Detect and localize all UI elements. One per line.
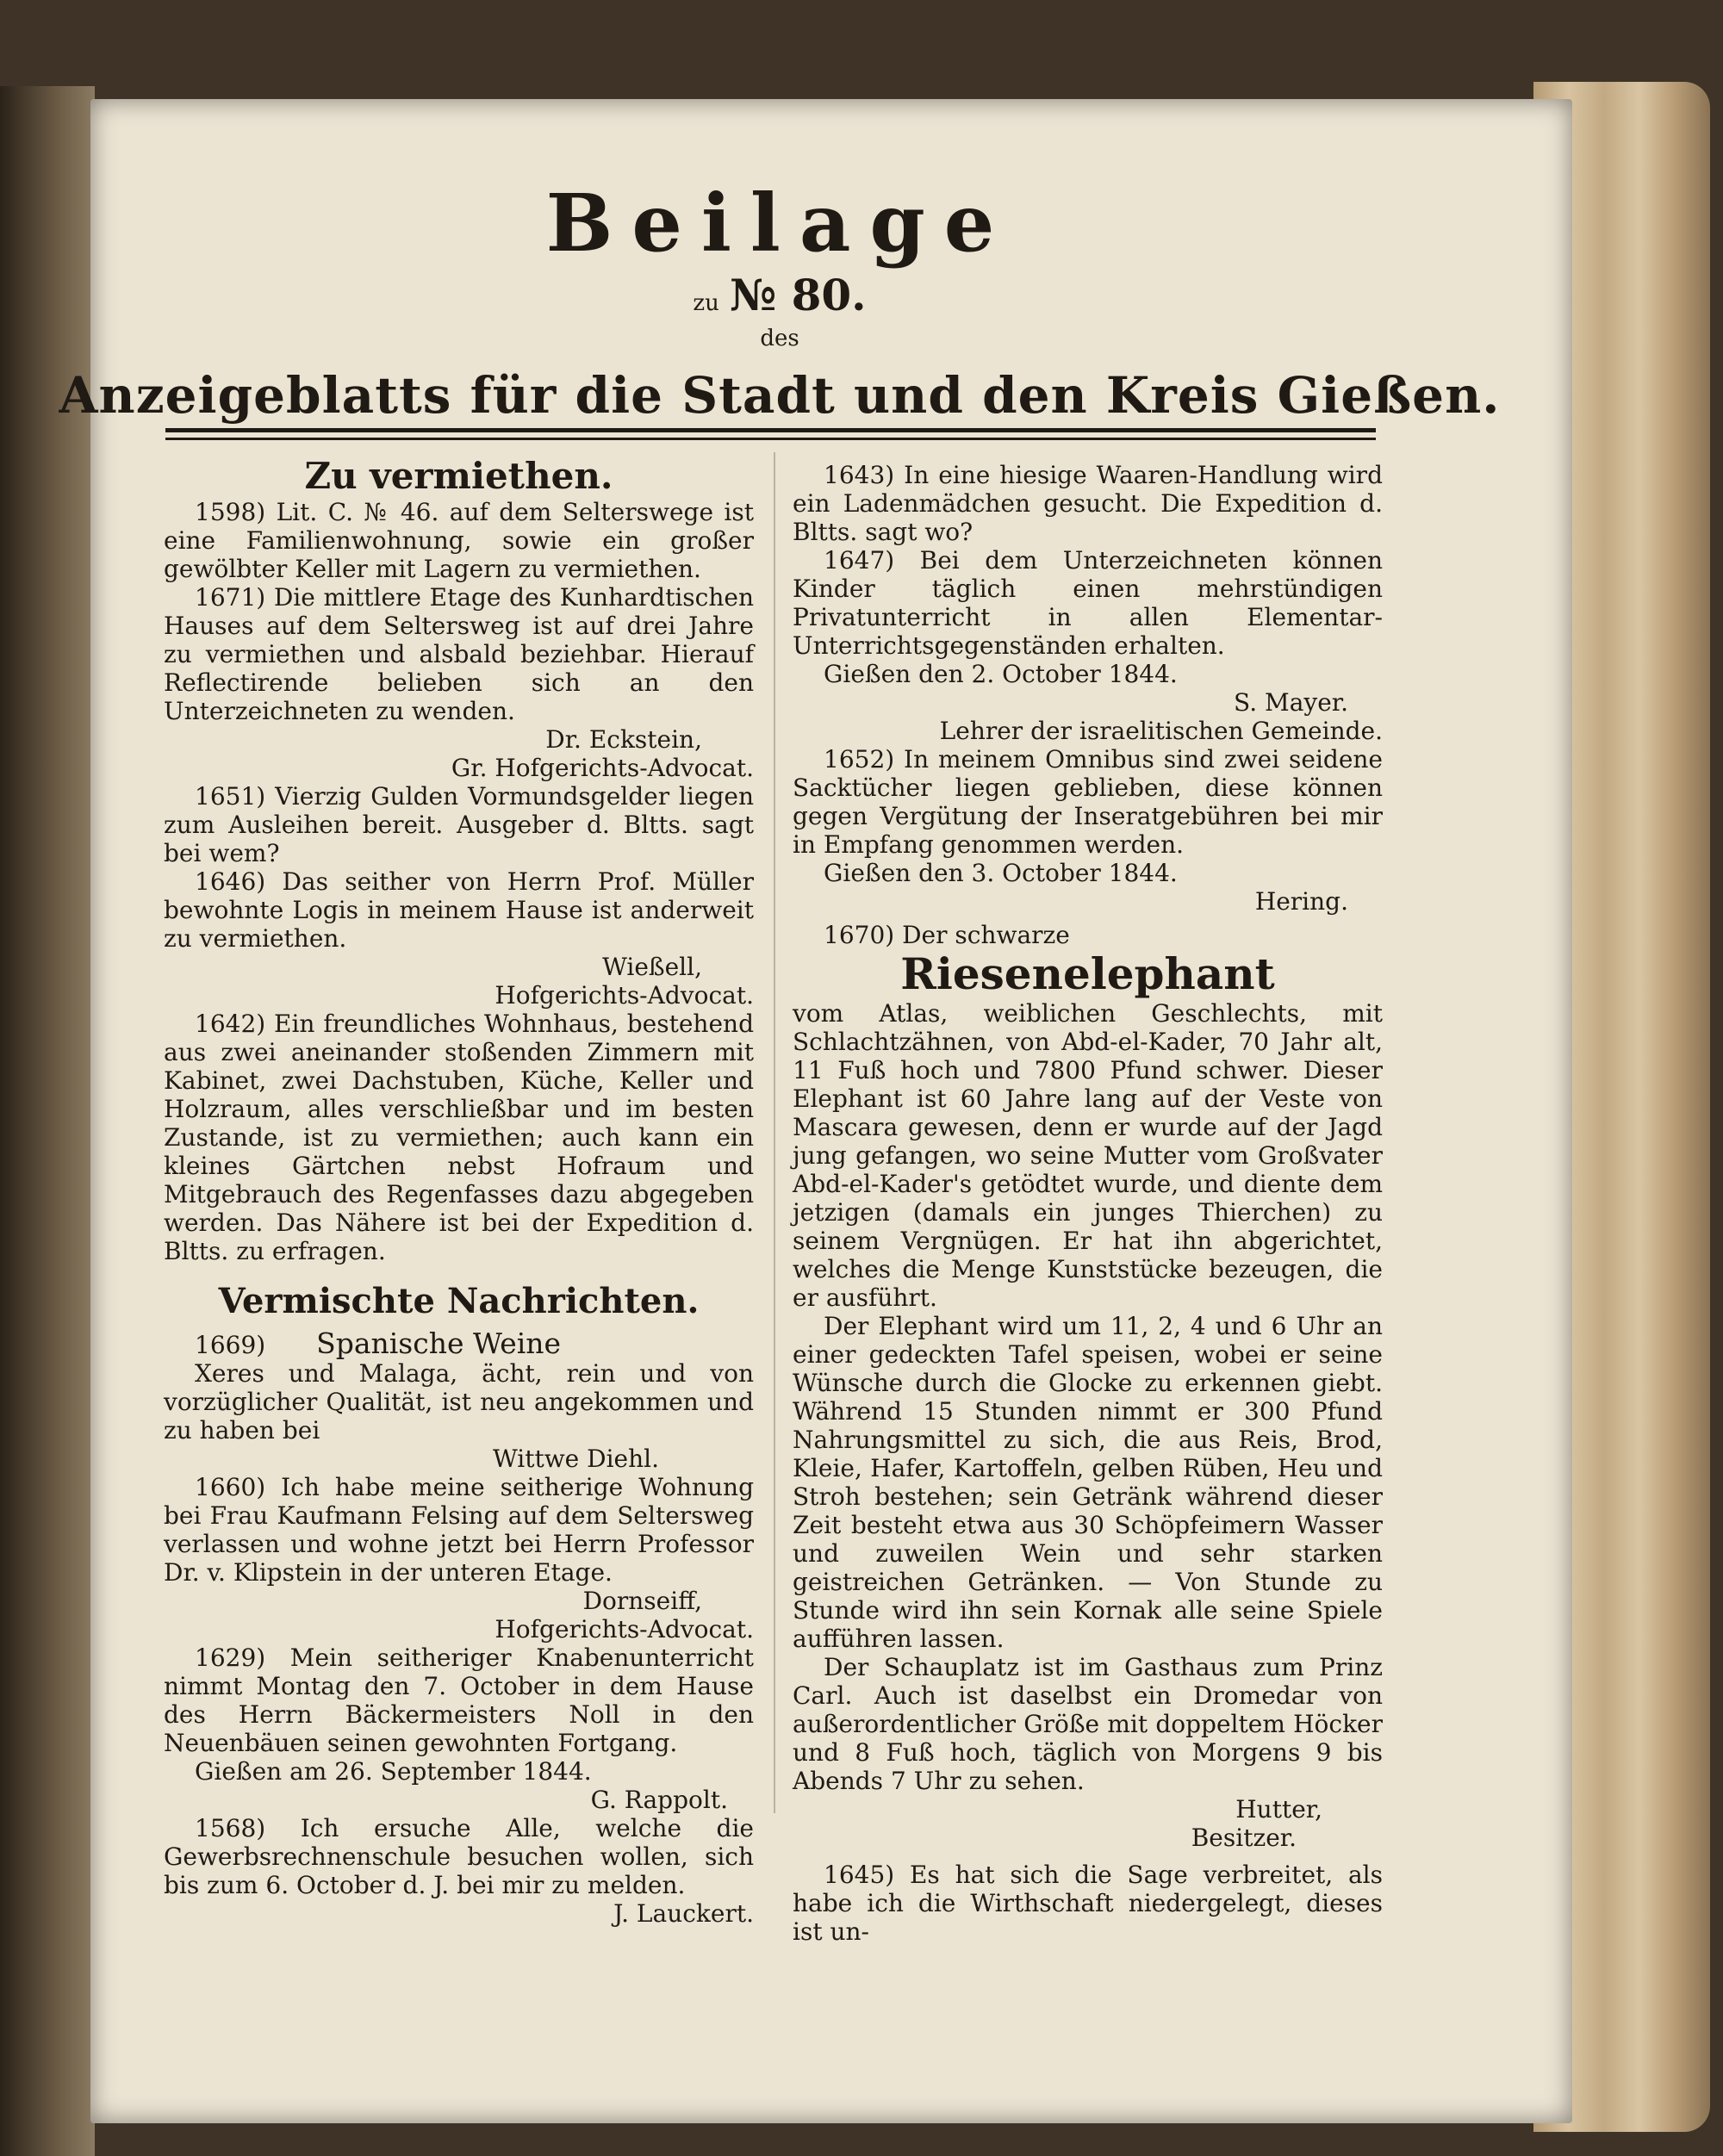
ad-1670-paragraph-2: Der Elephant wird um 11, 2, 4 und 6 Uhr an einer gedeckten Tafel speisen, wobei er seine Wünsche durch die Glocke zu erkennen giebt. Während 15 Stunden nimmt er 300 Pfund Nahrungsmittel zu sich, die aus Reis, Brod, Kleie, Hafer, Kartoffeln, gelben Rüben, Heu und Stroh bestehen; sein Getränk während dieser Zeit besteht etwa aus 30 Schöpfeimern Wasser und zuweilen Wein und sehr starken geistreichen Getränken. — Von Stunde zu Stunde wird ihn sein Kornak alle seine Spiele aufführen lassen. — [793, 1312, 1383, 1653]
ad-1669-header — [164, 1329, 754, 1359]
ad-1669-heading: Spanische Weine — [316, 1327, 562, 1360]
section-heading-vermiethen: Zu vermiethen. — [304, 455, 613, 497]
ad-1669-number: 1669) — [195, 1331, 266, 1359]
ad-1568-signature: J. Lauckert. — [613, 1899, 754, 1928]
issue-number: № 80. — [729, 270, 867, 320]
ad-1646: 1646) Das seither von Herrn Prof. Müller bewohnte Logis in meinem Hause ist anderweit zu vermiethen. — [164, 867, 754, 953]
ad-1646-signature: Wießell, — [602, 953, 702, 981]
ad-1670-paragraph-3: Der Schauplatz ist im Gasthaus zum Prinz Carl. Auch ist daselbst ein Dromedar von außerordentlicher Größe mit doppeltem Höcker und 8 Fuß hoch, täglich von Morgens 9 bis Abends 7 Uhr zu sehen. — [793, 1653, 1383, 1795]
ad-1652-signature: Hering. — [1254, 887, 1348, 916]
ad-1629: 1629) Mein seitheriger Knabenunterricht nimmt Montag den 7. October in dem Hause des Herrn Bäckermeisters Noll in den Neuenbäuen seinen gewohnten Fortgang. — [164, 1643, 754, 1757]
ad-1670-paragraph-1: vom Atlas, weiblichen Geschlechts, mit Schlachtzähnen, von Abd-el-Kader, 70 Jahr alt, 11 Fuß hoch und 7800 Pfund schwer. Dieser Elephant ist 60 Jahre lang auf der Veste von Mascara gewesen, denn er wurde auf der Jagd jung gefangen, wo seine Mutter vom Großvater Abd-el-Kader's getödtet wurde, und diente dem jetzigen (damals ein junges Thierchen) zu seinem Vergnügen. Er hat ihn abgerichtet, welches die Menge Kunststücke bezeugen, die er ausführt. — [793, 999, 1383, 1312]
ad-1652-date: Gießen den 3. October 1844. — [824, 859, 1178, 887]
left-column — [164, 455, 754, 1928]
masthead-zu: zu — [693, 290, 719, 316]
masthead-title: Beilage — [545, 177, 1014, 270]
ad-1669-signature: Wittwe Diehl. — [492, 1445, 659, 1473]
ad-1652: 1652) In meinem Omnibus sind zwei seidene Sacktücher liegen geblieben, diese können gegen Vergütung der Inseratgebühren bei mir in Empfang genommen werden. — [793, 745, 1383, 859]
ad-1643: 1643) In eine hiesige Waaren-Handlung wird ein Ladenmädchen gesucht. Die Expedition d. Bltts. sagt wo? — [793, 461, 1383, 546]
ad-1660: 1660) Ich habe meine seitherige Wohnung bei Frau Kaufmann Felsing auf dem Seltersweg verlassen und wohne jetzt bei Herrn Professor Dr. v. Klipstein in der unteren Etage. — [164, 1473, 754, 1587]
ad-1671: 1671) Die mittlere Etage des Kunhardtischen Hauses auf dem Seltersweg ist auf drei Jahre zu vermiethen und alsbald beziehbar. Hierauf Reflectirende belieben sich an den Unterzeichneten zu wenden. — [164, 583, 754, 725]
ad-1568: 1568) Ich ersuche Alle, welche die Gewerbsrechnenschule besuchen wollen, sich bis zum 6. October d. J. bei mir zu melden. — [164, 1814, 754, 1899]
ad-1670-signature: Hutter, — [1235, 1795, 1322, 1824]
ad-1671-signature: Dr. Eckstein, — [545, 725, 702, 754]
masthead-number — [0, 270, 1559, 320]
ad-1642: 1642) Ein freundliches Wohnhaus, bestehend aus zwei aneinander stoßenden Zimmern mit Kabinet, zwei Dachstuben, Küche, Keller und Holzraum, alles verschließbar und im besten Zustande, ist zu vermiethen; auch kann ein kleines Gärtchen nebst Hofraum und Mitgebrauch des Regenfasses dazu abgegeben werden. Das Nähere ist bei der Expedition d. Bltts. zu erfragen. — [164, 1010, 754, 1265]
ad-1647: 1647) Bei dem Unterzeichneten können Kinder täglich einen mehrstündigen Privatunterricht in allen Elementar-Unterrichtsgegenständen erhalten. — [793, 546, 1383, 660]
masthead-rule-thin — [165, 438, 1376, 440]
ad-1629-date: Gießen am 26. September 1844. — [195, 1757, 592, 1786]
ad-1660-title: Hofgerichts-Advocat. — [495, 1615, 754, 1643]
ad-1651: 1651) Vierzig Gulden Vormundsgelder liegen zum Ausleihen bereit. Ausgeber d. Bltts. sagt bei wem? — [164, 782, 754, 867]
ad-1598: 1598) Lit. C. № 46. auf dem Selterswege ist eine Familienwohnung, sowie ein großer gewölbter Keller mit Lagern zu vermiethen. — [164, 498, 754, 583]
ad-1660-signature: Dornseiff, — [582, 1587, 702, 1615]
ad-1671-title: Gr. Hofgerichts-Advocat. — [451, 754, 754, 782]
ad-1647-title: Lehrer der israelitischen Gemeinde. — [939, 717, 1383, 745]
masthead-rule-thick — [165, 428, 1376, 432]
ad-1670-title: Besitzer. — [1191, 1824, 1297, 1852]
column-divider — [774, 452, 775, 1813]
ad-1670-lead: 1670) Der schwarze — [824, 921, 1070, 949]
ad-1629-signature: G. Rappolt. — [590, 1786, 728, 1814]
right-column — [793, 461, 1383, 1946]
ad-1647-signature: S. Mayer. — [1234, 688, 1348, 717]
masthead-subtitle: Anzeigeblatts für die Stadt und den Kreis Gießen. — [59, 366, 1501, 425]
masthead-des: des — [760, 326, 799, 351]
section-heading-nachrichten: Vermischte Nachrichten. — [218, 1281, 700, 1321]
ad-1646-title: Hofgerichts-Advocat. — [495, 981, 754, 1010]
ad-1669: Xeres und Malaga, ächt, rein und von vorzüglicher Qualität, ist neu angekommen und zu haben bei — [164, 1359, 754, 1445]
ad-1647-date: Gießen den 2. October 1844. — [824, 660, 1178, 688]
ad-1645: 1645) Es hat sich die Sage verbreitet, als habe ich die Wirthschaft niedergelegt, dieses ist un- — [793, 1861, 1383, 1946]
ad-1670-heading: Riesenelephant — [900, 948, 1275, 999]
